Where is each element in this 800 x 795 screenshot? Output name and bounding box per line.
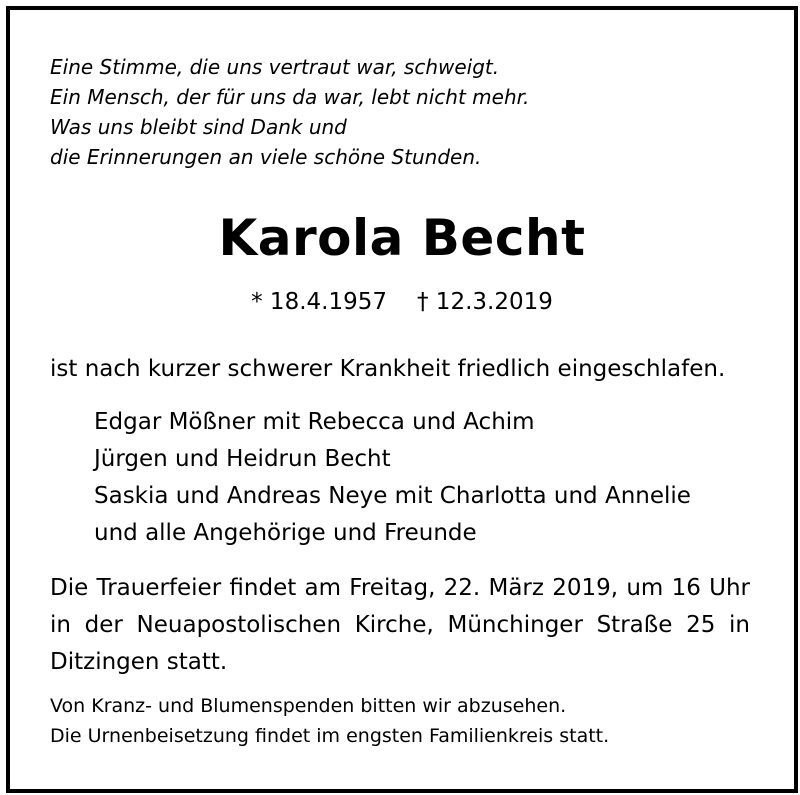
additional-notes [50, 691, 609, 751]
obituary-content [10, 10, 794, 789]
deceased-name: Karola Becht [218, 209, 586, 267]
note-line: Die Urnenbeisetzung findet im engsten Familienkreis statt. [50, 725, 610, 747]
birth-date: * 18.4.1957 [251, 289, 387, 315]
note-line: Von Kranz- und Blumenspenden bitten wir abzusehen. [50, 695, 567, 717]
mourners-list [94, 404, 691, 552]
mourner-line: Saskia und Andreas Neye mit Charlotta und Annelie [94, 483, 691, 509]
verse-line: Was uns bleibt sind Dank und [50, 115, 347, 139]
verse-line: die Erinnerungen an viele schöne Stunden. [50, 145, 482, 169]
death-date: † 12.3.2019 [417, 289, 553, 315]
obituary-frame [6, 6, 798, 793]
mourner-line: und alle Angehörige und Freunde [94, 520, 477, 546]
verse-line: Eine Stimme, die uns vertraut war, schweigt. [50, 55, 500, 79]
funeral-service-info: Die Trauerfeier findet am Freitag, 22. März 2019, um 16 Uhr in der Neuapostolischen Kirche, Münchinger Straße 25 in Ditzingen statt. [50, 575, 750, 675]
mourner-line: Edgar Mößner mit Rebecca und Achim [94, 409, 535, 435]
verse-line: Ein Mensch, der für uns da war, lebt nicht mehr. [50, 85, 530, 109]
mourner-line: Jürgen und Heidrun Becht [94, 446, 391, 472]
memorial-verse [50, 52, 529, 172]
life-dates [10, 286, 794, 318]
death-statement: ist nach kurzer schwerer Krankheit friedlich eingeschlafen. [50, 356, 726, 382]
